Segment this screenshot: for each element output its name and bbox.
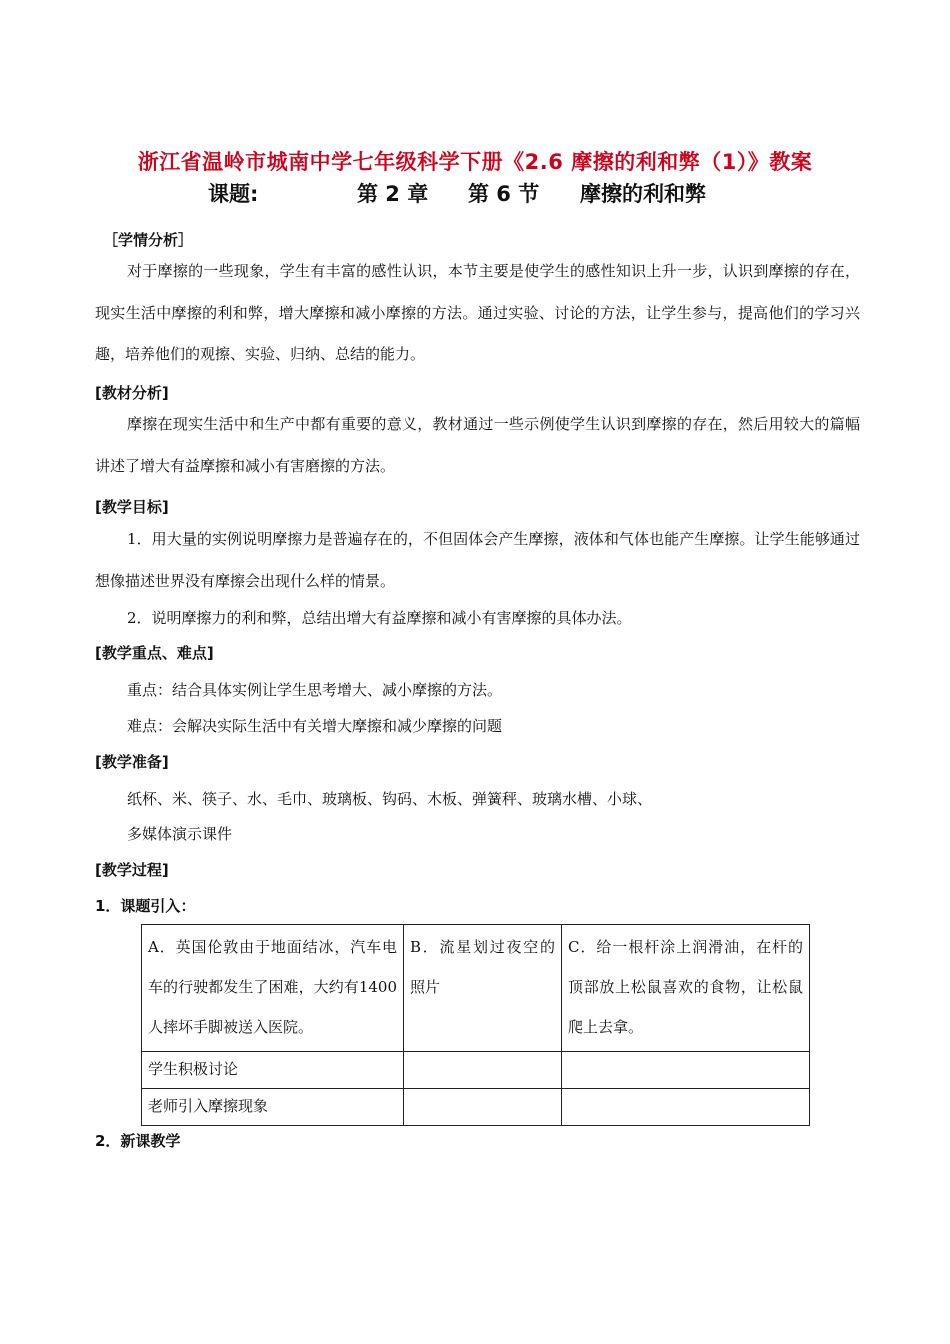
table-cell-empty bbox=[562, 1052, 810, 1089]
goals-heading: [教学目标] bbox=[95, 498, 169, 516]
textbook-analysis-heading: [教材分析] bbox=[95, 384, 169, 402]
process-step-1: 1．课题引入： bbox=[95, 897, 196, 915]
table-cell-teacher-intro: 老师引入摩擦现象 bbox=[142, 1089, 404, 1126]
preparation-heading: [教学准备] bbox=[95, 753, 169, 771]
student-analysis-heading: ［学情分析］ bbox=[103, 231, 194, 249]
table-cell-a: A．英国伦敦由于地面结冰，汽车电车的行驶都发生了困难，大约有1400人摔坏手脚被送入医院。 bbox=[142, 925, 404, 1052]
table-cell-c: C．给一根杆涂上润滑油，在杆的顶部放上松鼠喜欢的食物，让松鼠爬上去拿。 bbox=[562, 925, 810, 1052]
preparation-media: 多媒体演示课件 bbox=[127, 825, 233, 843]
table-row bbox=[142, 1089, 810, 1126]
lesson-topic: 摩擦的利和弊 bbox=[580, 182, 706, 206]
lesson-label: 课题: bbox=[208, 182, 259, 206]
table-cell-empty bbox=[562, 1089, 810, 1126]
table-row bbox=[142, 925, 810, 1052]
document-title: 浙江省温岭市城南中学七年级科学下册《2.6 摩擦的利和弊（1）》教案 bbox=[137, 150, 813, 174]
intro-table bbox=[141, 924, 810, 1126]
table-cell-empty bbox=[404, 1089, 562, 1126]
difficult-point-text: 难点：会解决实际生活中有关增大摩擦和减少摩擦的问题 bbox=[127, 717, 503, 735]
table-cell-empty bbox=[404, 1052, 562, 1089]
table-cell-discussion: 学生积极讨论 bbox=[142, 1052, 404, 1089]
textbook-analysis-text: 摩擦在现实生活中和生产中都有重要的意义，教材通过一些示例使学生认识到摩擦的存在，然后用较大的篇幅讲述了增大有益摩擦和减小有害磨擦的方法。 bbox=[95, 415, 860, 475]
key-point-text: 重点：结合具体实例让学生思考增大、减小摩擦的方法。 bbox=[127, 681, 503, 699]
table-cell-b: B．流星划过夜空的照片 bbox=[404, 925, 562, 1052]
goals-item-1: 1．用大量的实例说明摩擦力是普遍存在的，不但固体会产生摩擦，液体和气体也能产生摩擦。让学生能够通过想像描述世界没有摩擦会出现什么样的情景。 bbox=[95, 530, 860, 590]
process-step-2: 2．新课教学 bbox=[95, 1132, 181, 1150]
lesson-section: 第 6 节 bbox=[468, 182, 540, 206]
student-analysis-text: 对于摩擦的一些现象，学生有丰富的感性认识，本节主要是使学生的感性知识上升一步，认识到摩擦的存在，现实生活中摩擦的利和弊，增大摩擦和减小摩擦的方法。通过实验、讨论的方法，让学生参与，提高他们的学习兴趣，培养他们的观擦、实验、归纳、总结的能力。 bbox=[95, 262, 860, 363]
preparation-materials: 纸杯、米、筷子、水、毛巾、玻璃板、钩码、木板、弹簧秤、玻璃水槽、小球、 bbox=[127, 790, 653, 808]
lesson-chapter: 第 2 章 bbox=[357, 182, 429, 206]
process-heading: [教学过程] bbox=[95, 861, 169, 879]
table-row bbox=[142, 1052, 810, 1089]
key-points-heading: [教学重点、难点] bbox=[95, 644, 214, 662]
goals-item-2: 2．说明摩擦力的利和弊，总结出增大有益摩擦和减小有害摩擦的具体办法。 bbox=[127, 609, 632, 627]
